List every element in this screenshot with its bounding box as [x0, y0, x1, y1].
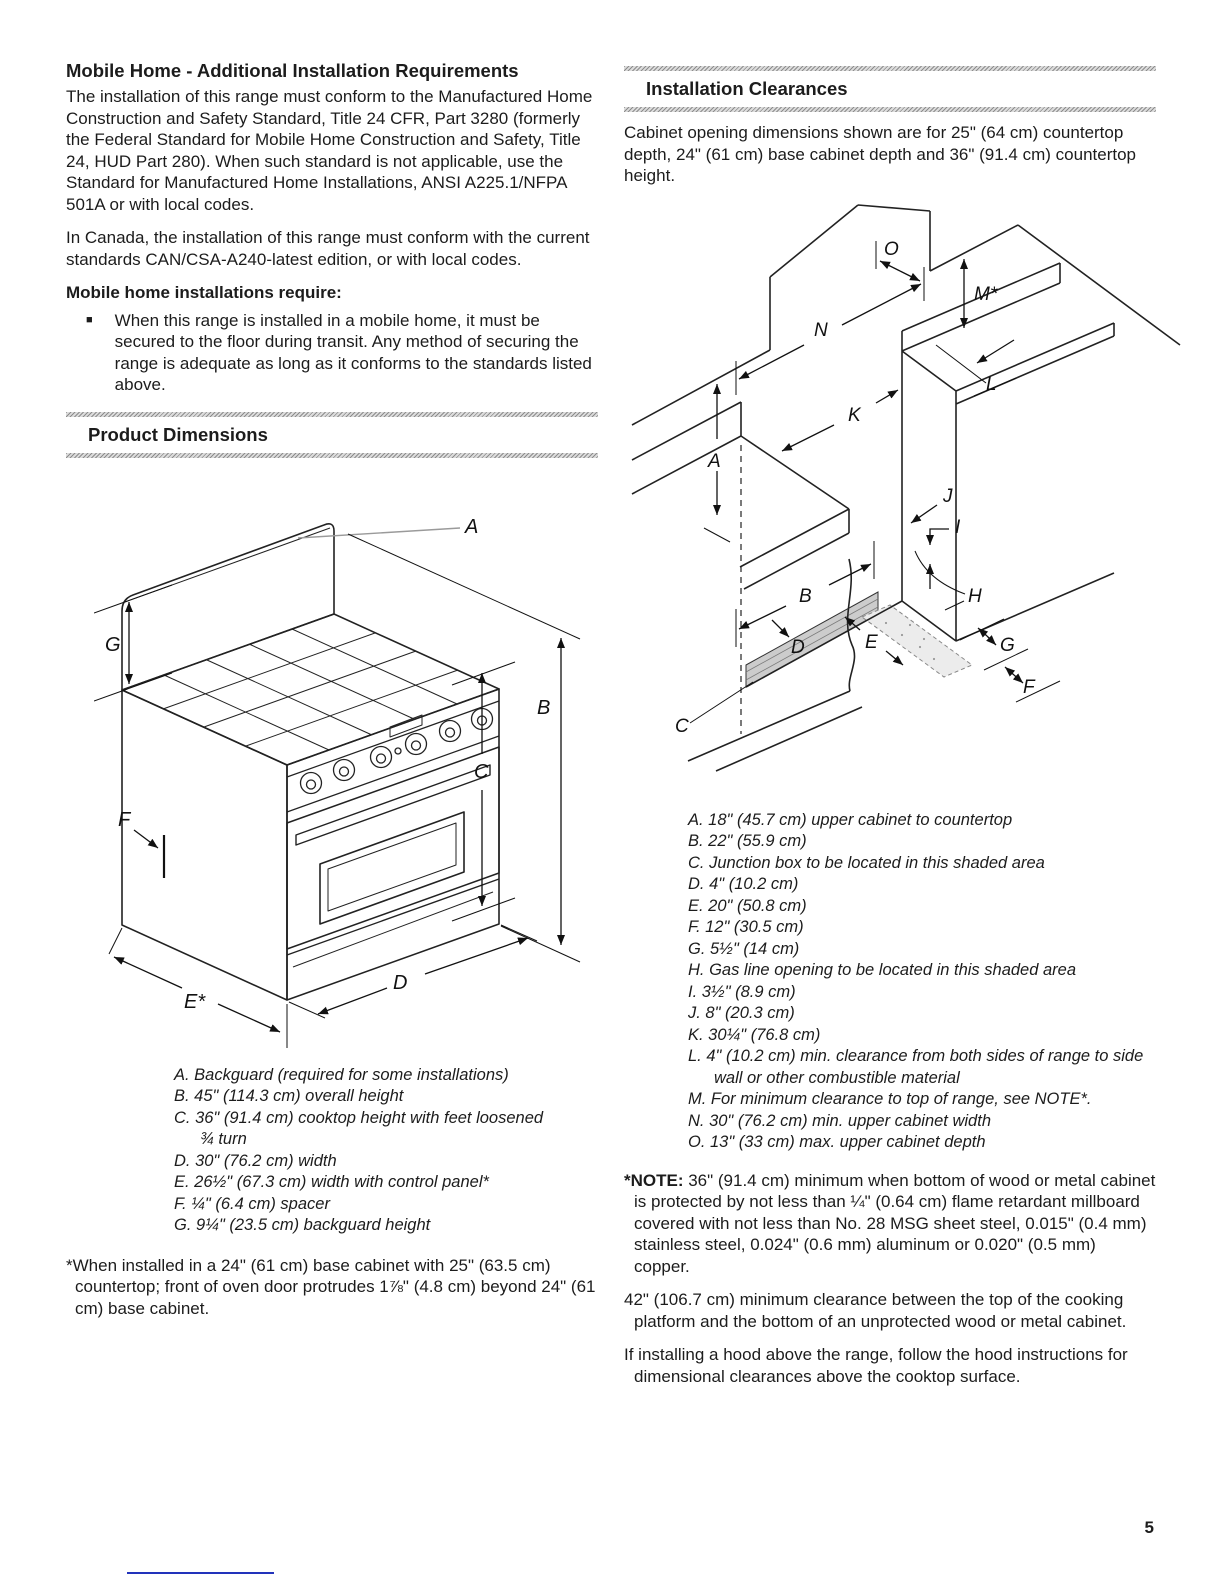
- dim-label-h: H: [968, 585, 982, 607]
- legend-item: D. 4" (10.2 cm): [688, 875, 799, 893]
- legend-item: G. 5½" (14 cm): [688, 939, 800, 958]
- range-side-panel: [122, 690, 287, 1000]
- dim-label-g: G: [1000, 634, 1015, 656]
- legend-item: E. 26½" (67.3 cm) width with control panel*: [174, 1173, 489, 1192]
- storage-drawer: [287, 879, 499, 955]
- dim-label-e: E*: [184, 990, 206, 1013]
- mobile-home-para-2: In Canada, the installation of this range must conform with the current standards CAN/CSA-A240-latest edition, or with local codes.: [66, 228, 590, 269]
- dim-label-c: C: [474, 760, 489, 783]
- mobile-home-heading: Mobile Home - Additional Installation Requirements: [66, 60, 519, 81]
- dim-label-d: D: [791, 636, 805, 658]
- oven-handle: [296, 765, 490, 845]
- left-column: [66, 60, 598, 1399]
- section-rule-top: [624, 66, 1156, 71]
- dim-label-d: D: [393, 971, 408, 994]
- dimension-arrows: [94, 528, 580, 1048]
- product-dimensions-title: Product Dimensions: [88, 423, 268, 445]
- legend-item: D. 30" (76.2 cm) width: [174, 1151, 337, 1170]
- section-rule-bottom: [66, 453, 598, 458]
- dim-label-o: O: [884, 238, 899, 260]
- bullet-text: When this range is installed in a mobile home, it must be secured to the floor during transit. Any method of securing the range is adequate as long as it conforms to the standards listed above.: [114, 310, 592, 395]
- legend-item: A. 18" (45.7 cm) upper cabinet to countertop: [688, 810, 1013, 829]
- product-dimensions-header: [66, 412, 598, 458]
- clearances-intro: Cabinet opening dimensions shown are for 25" (64 cm) countertop depth, 24" (61 cm) base cabinet depth and 36" (91.4 cm) countertop height.: [624, 123, 1136, 185]
- dim-label-c: C: [675, 715, 689, 737]
- floor-lines: [688, 601, 902, 771]
- legend-item: O. 13" (33 cm) max. upper cabinet depth: [688, 1133, 986, 1151]
- square-bullet-icon: ■: [86, 313, 93, 326]
- product-dimensions-legend: [174, 1065, 546, 1237]
- legend-item: J. 8" (20.3 cm): [688, 1004, 795, 1022]
- installation-clearances-header: [624, 66, 1156, 112]
- cooktop: [122, 614, 499, 765]
- legend-item: A. Backguard (required for some installations): [174, 1065, 509, 1084]
- legend-item: H. Gas line opening to be located in this shaded area: [688, 961, 1077, 979]
- installation-clearances-diagram: [624, 199, 1184, 799]
- legend-item: F. ¼" (6.4 cm) spacer: [174, 1194, 330, 1213]
- dim-label-e: E: [865, 631, 878, 653]
- legend-item: N. 30" (76.2 cm) min. upper cabinet width: [688, 1111, 991, 1130]
- legend-item: L. 4" (10.2 cm) min. clearance from both sides of range to side wall or other combustible material: [688, 1047, 1144, 1087]
- legend-item: M. For minimum clearance to top of range, see NOTE*.: [688, 1090, 1092, 1108]
- cabinet-drawing: [632, 205, 1180, 771]
- dim-label-l: L: [986, 373, 997, 395]
- legend-item: B. 45" (114.3 cm) overall height: [174, 1087, 404, 1106]
- dim-label-b: B: [537, 696, 551, 719]
- section-rule-top: [66, 412, 598, 417]
- legend-item: G. 9¼" (23.5 cm) backguard height: [174, 1216, 431, 1235]
- installation-clearances-legend: [688, 810, 1156, 1154]
- legend-item: C. Junction box to be located in this shaded area: [688, 853, 1045, 872]
- igniter-button: [395, 748, 401, 754]
- legend-item: K. 30¼" (76.8 cm): [688, 1025, 821, 1044]
- legend-item: I. 3½" (8.9 cm): [688, 982, 796, 1001]
- dim-label-i: I: [955, 516, 961, 538]
- dim-label-j: J: [943, 485, 953, 507]
- mobile-home-para-1: The installation of this range must conform to the Manufactured Home Construction and Safety Standard, Title 24 CFR, Part 3280 (formerly the Federal Standard for Mobile Home Construction and Safety, Title 24, HUD Part 280). When such standard is not applicable, use the Standard for Manufactured Home Installations, ANSI A225.1/NFPA 501A or with local codes.: [66, 87, 593, 214]
- upper-cabinets: [632, 205, 1180, 425]
- installation-clearances-figure: [624, 199, 1156, 804]
- legend-item: C. 36" (91.4 cm) cooktop height with feet loosened ¾ turn: [174, 1108, 544, 1149]
- section-rule-bottom: [624, 107, 1156, 112]
- hood-paragraph: If installing a hood above the range, follow the hood instructions for dimensional clearances above the cooktop surface.: [624, 1345, 1128, 1386]
- footer-blue-mark: [127, 1572, 274, 1574]
- note-paragraph: [624, 1170, 1156, 1278]
- legend-item: E. 20" (50.8 cm): [688, 896, 807, 915]
- range-drawing: [122, 524, 499, 1000]
- product-dimensions-figure: [94, 474, 598, 1059]
- junction-box-shaded-area: [746, 592, 878, 687]
- note-label: *NOTE:: [624, 1170, 684, 1190]
- note-text: 36" (91.4 cm) minimum when bottom of wood or metal cabinet is protected by not less than ¼" (0.64 cm) flame retardant millboard covered with not less than No. 28 MSG sheet steel, 0.015" (0.4 mm) stainless steel, 0.024" (0.6 mm) aluminum or 0.020" (0.5 mm) copper.: [634, 1170, 1156, 1276]
- dim-label-f: F: [118, 808, 131, 831]
- right-base-cabinet: [902, 263, 1114, 641]
- page-number: 5: [1144, 1518, 1154, 1537]
- dim-label-m: M*: [974, 283, 998, 305]
- dim-label-k: K: [848, 404, 861, 426]
- product-dimensions-diagram: [94, 474, 614, 1054]
- dim-label-f: F: [1023, 676, 1035, 698]
- bullet-item: [66, 310, 598, 396]
- installation-clearances-title: Installation Clearances: [646, 78, 848, 99]
- clearance-42in-paragraph: 42" (106.7 cm) minimum clearance between the top of the cooking platform and the bottom of an unprotected wood or metal cabinet.: [624, 1290, 1127, 1331]
- mobile-home-require-heading: Mobile home installations require:: [66, 283, 342, 303]
- base-cabinet-footnote: *When installed in a 24" (61 cm) base cabinet with 25" (63.5 cm) countertop; front of oven door protrudes 1⅞" (4.8 cm) beyond 24" (61 cm) base cabinet.: [66, 1255, 596, 1318]
- legend-item: F. 12" (30.5 cm): [688, 918, 804, 936]
- dim-label-a: A: [465, 515, 479, 538]
- dim-label-g: G: [105, 633, 121, 656]
- backguard: [122, 524, 334, 690]
- dim-label-b: B: [799, 585, 812, 607]
- legend-item: B. 22" (55.9 cm): [688, 832, 807, 850]
- label-a-leader-line: [298, 528, 460, 538]
- dim-label-a: A: [708, 450, 721, 472]
- right-column: [624, 60, 1156, 1399]
- dim-label-n: N: [814, 319, 828, 341]
